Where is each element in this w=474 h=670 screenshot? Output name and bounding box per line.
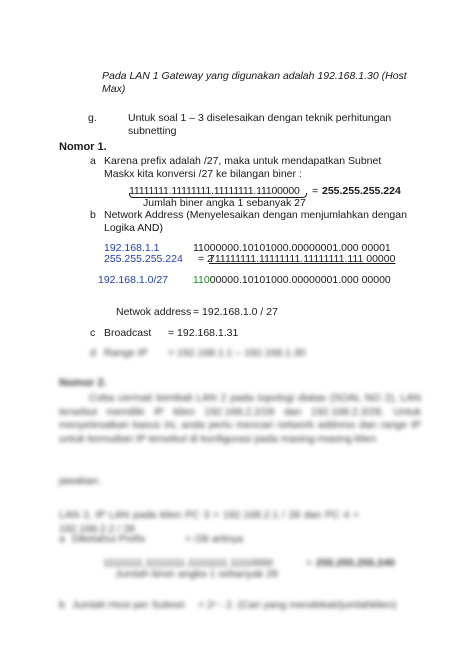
nomor2-heading: Nomor 2. <box>59 377 107 389</box>
range-ip-value: = 192.168.1.1 – 192.168.1.30 <box>168 347 306 359</box>
nomor2-prefix-label: Diketahui Prefix <box>72 533 146 545</box>
nomor1-a-marker: a <box>90 155 96 167</box>
nomor1-a-line-1: Karena prefix adalah /27, maka untuk mendapatkan Subnet <box>104 155 382 167</box>
network-address-value: = 192.168.1.0 / 27 <box>193 306 278 318</box>
nomor2-binary-mask: 11111111.11111111.11111111.11110000 <box>103 557 273 569</box>
nomor1-heading: Nomor 1. <box>59 141 107 153</box>
nomor2-equals: = <box>306 557 313 569</box>
result-binary: 00000.10101000.00000001.000 00000 <box>209 274 391 286</box>
nomor1-b-line-2: Logika AND) <box>104 222 163 234</box>
result-binary-network-bits: 110 <box>193 274 210 286</box>
range-ip-label: Range IP <box>104 347 148 359</box>
nomor1-b-marker: b <box>90 209 96 221</box>
nomor2-host-value: = 2ⁿ - 2. (Cari yang mendekati/jumlahklien) <box>198 599 397 611</box>
nomor2-subnet-mask: 255.255.255.240 <box>316 557 395 569</box>
item-g-line-2: subnetting <box>128 125 177 137</box>
intro-line-2: Max) <box>102 83 126 95</box>
broadcast-label: Broadcast <box>104 327 152 339</box>
item-g-line-1: Untuk soal 1 – 3 diselesaikan dengan teknik perhitungan <box>128 112 392 124</box>
broadcast-value: = 192.168.1.31 <box>168 327 239 339</box>
nomor1-binary-note: Jumlah biner angka 1 sebanyak 27 <box>143 197 306 209</box>
network-address-label: Netwok address <box>116 306 192 318</box>
intro-line-1: Pada LAN 1 Gateway yang digunakan adalah 192.168.1.30 (Host <box>102 70 407 82</box>
nomor2-paragraph-1-end: jawaban. <box>59 475 102 487</box>
nomor2-prefix-value: = /28 artinya <box>185 533 244 545</box>
mask-binary: 711111111.11111111.11111111.111 00000 <box>209 253 396 265</box>
mask-equals: = 2 <box>198 253 213 265</box>
nomor1-a-line-2: Maskx kita konversi /27 ke bilangan biner : <box>104 168 302 180</box>
nomor2-paragraph-2: LAN 2, IP LAN pada klien PC 3 = 192.168.2.1 / 28 dan PC 4 = 192.168.2.2 / 28 <box>59 509 359 535</box>
item-g-marker: g. <box>88 112 97 124</box>
result-label: 192.168.1.0/27 <box>98 274 169 286</box>
nomor2-paragraph-1: Coba cermati kembali LAN 2 pada topologi diatas (SOAL NO 2), LAN tersebut memiliki IP klien 192.168.2.2/28 dan 192.168.2.3/28. Untuk menyelesaikan kasus ini, anda perlu mencari network address dan range IP untuk kemudian IP tersebut di konfigurasi pada masing-masing klien <box>59 392 421 445</box>
nomor2-host-label: Jumlah Host per Subnet <box>72 599 185 611</box>
nomor1-c-marker: c <box>90 327 96 339</box>
mask-label: 255.255.255.224 <box>104 253 183 265</box>
ip-binary: 11000000.10101000.00000001.000 00001 <box>193 242 391 254</box>
ip-label: 192.168.1.1 <box>104 242 160 254</box>
nomor1-equals: = <box>312 185 319 197</box>
nomor2-b-marker: b <box>59 599 65 611</box>
result-binary-row <box>193 274 391 287</box>
nomor1-b-line-1: Network Address (Menyelesaikan dengan menjumlahkan dengan <box>104 209 407 221</box>
nomor2-a-marker: a <box>59 533 65 545</box>
nomor1-binary-mask: 11111111.11111111.11111111.11100000 <box>129 185 300 197</box>
nomor1-subnet-mask: 255.255.255.224 <box>322 185 401 197</box>
nomor1-d-marker: d <box>90 347 96 359</box>
nomor2-binary-note: Jumlah biner angka 1 sebanyak 28 <box>115 568 278 580</box>
